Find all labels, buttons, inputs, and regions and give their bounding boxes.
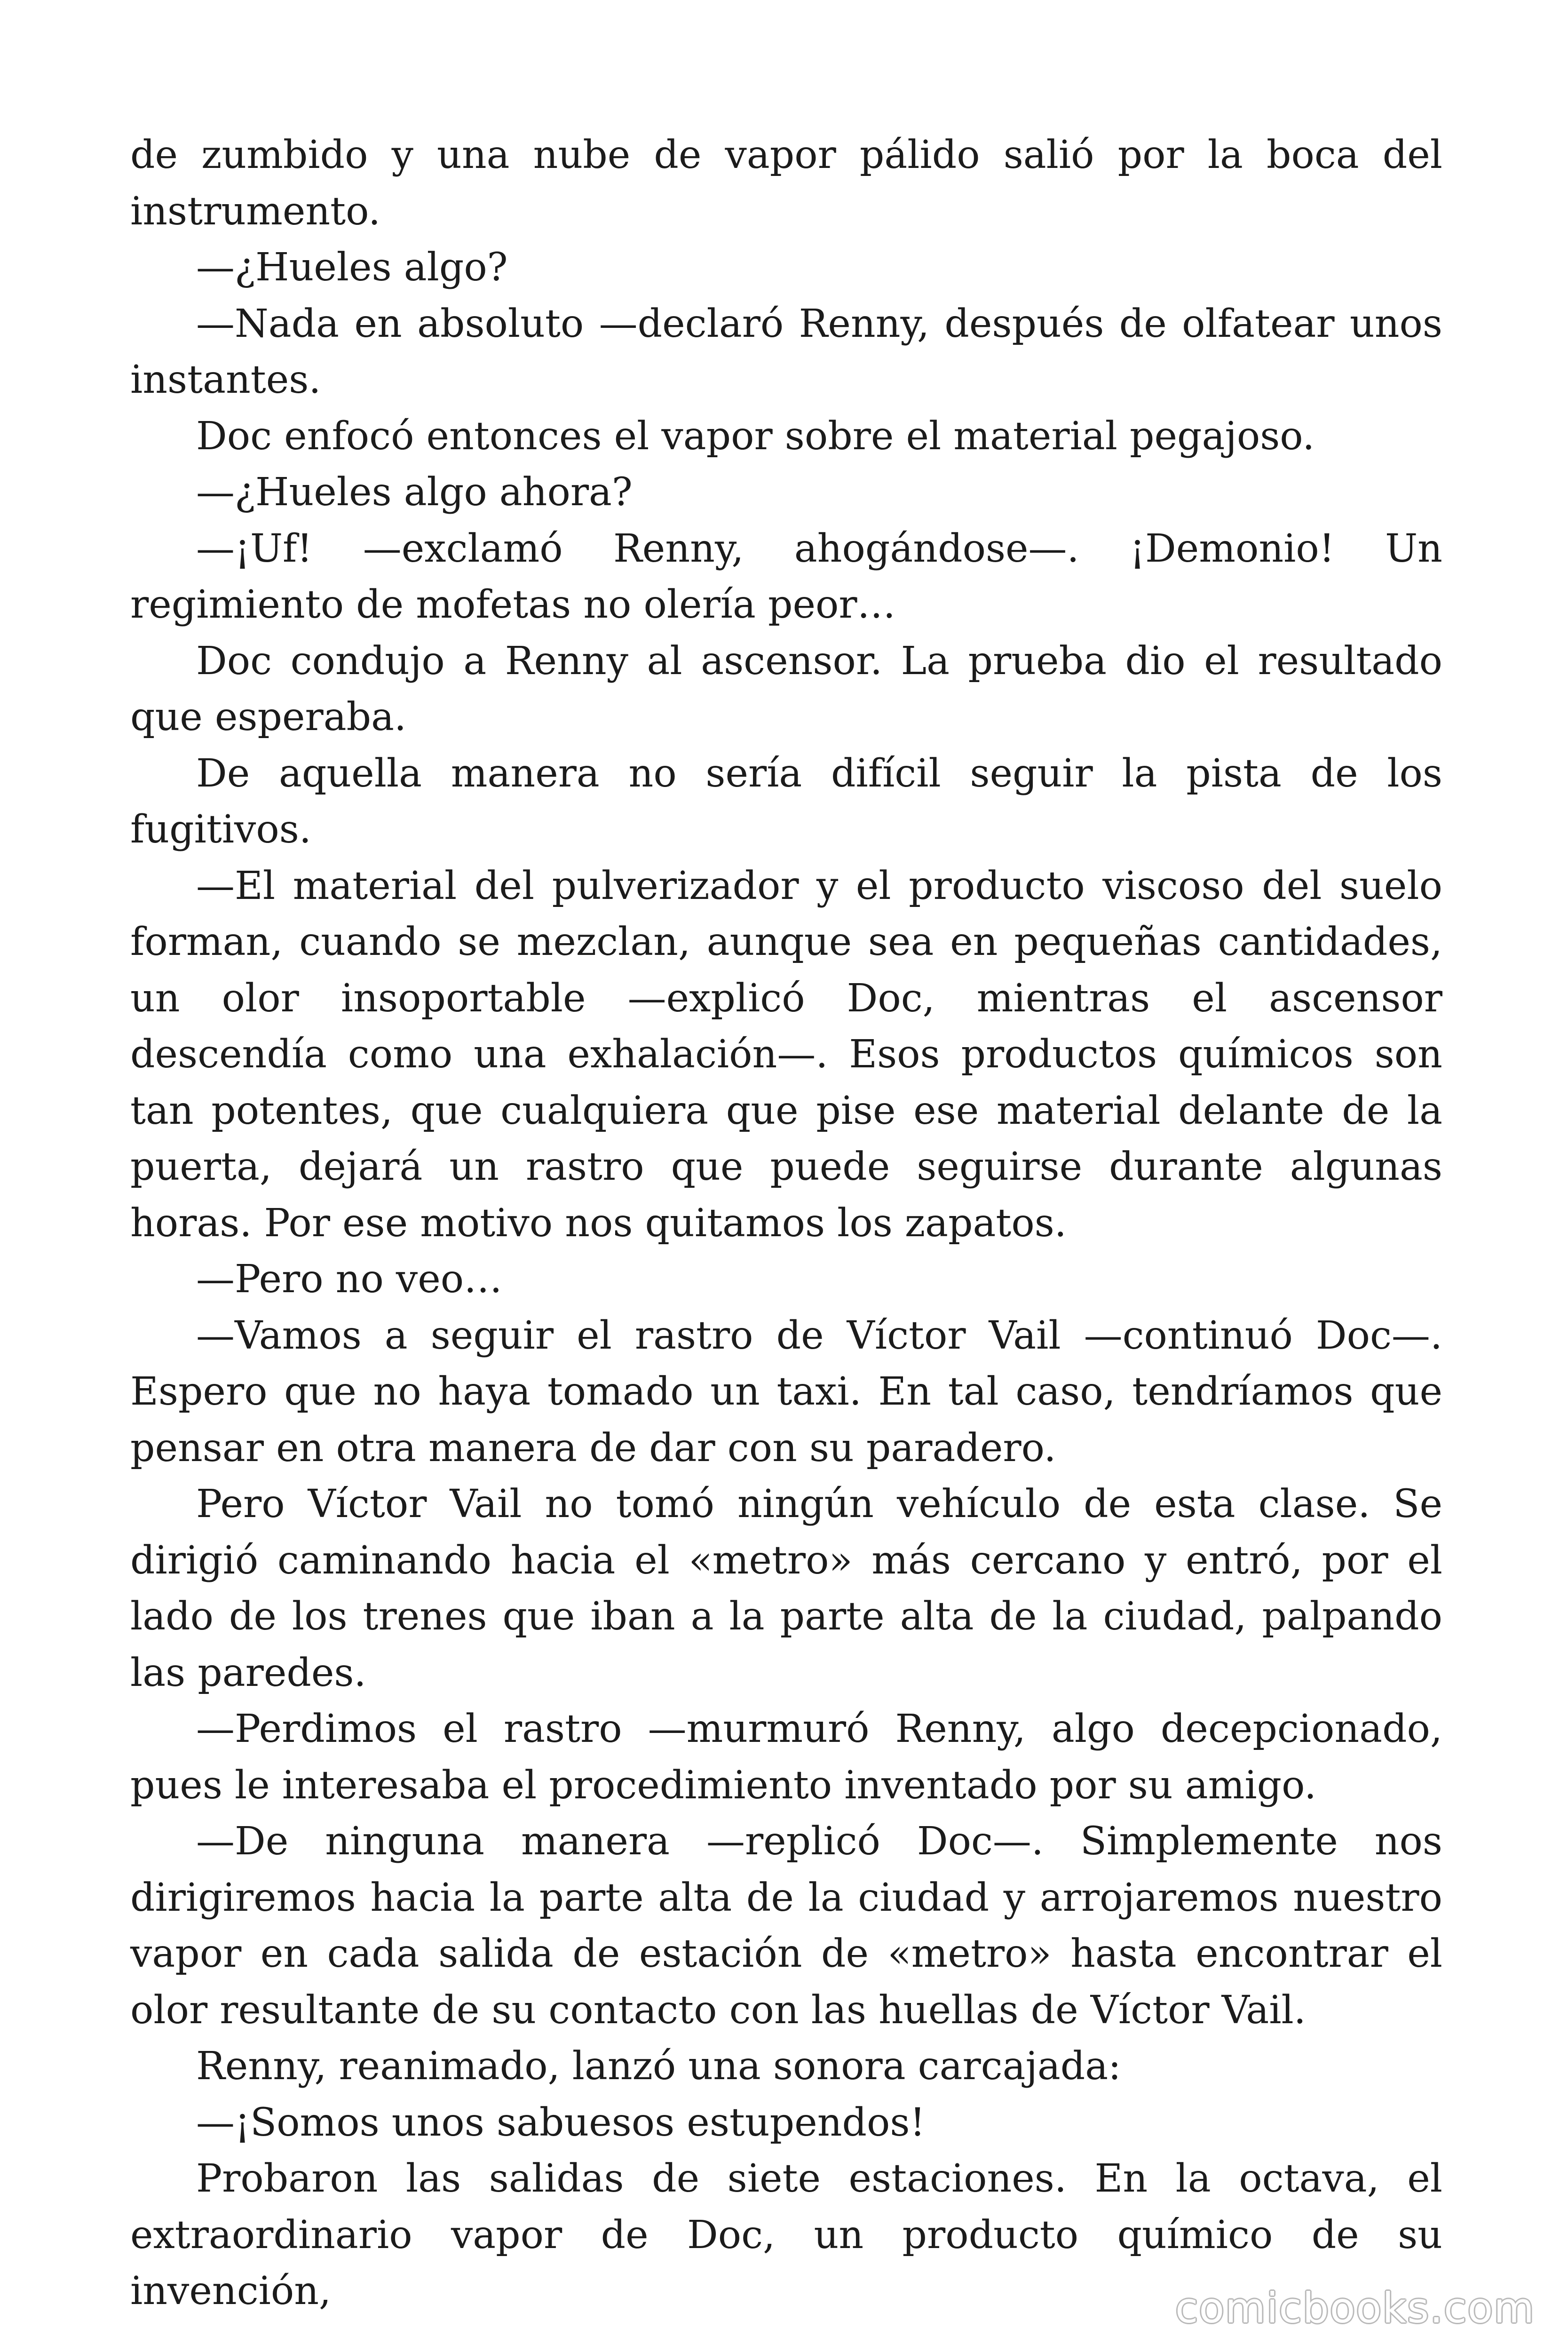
paragraph: De aquella manera no sería difícil seguir la pista de los fugitivos.: [130, 751, 1442, 852]
paragraph: —Pero no veo…: [196, 1257, 503, 1302]
paragraph: Renny, reanimado, lanzó una sonora carcajada:: [196, 2044, 1121, 2089]
paragraph: —¡Uf! —exclamó Renny, ahogándose—. ¡Demonio! Un regimiento de mofetas no olería peor…: [130, 526, 1442, 627]
paragraph: Doc enfocó entonces el vapor sobre el material pegajoso.: [196, 413, 1315, 459]
paragraph: —¿Hueles algo?: [196, 245, 508, 290]
paragraph: Probaron las salidas de siete estaciones. En la octava, el extraordinario vapor de Doc, un producto químico de su invención,: [130, 2156, 1442, 2313]
paragraph: —¡Somos unos sabuesos estupendos!: [196, 2100, 926, 2145]
paragraph: de zumbido y una nube de vapor pálido salió por la boca del instrumento.: [130, 133, 1442, 234]
paragraph: —El material del pulverizador y el producto viscoso del suelo forman, cuando se mezclan, aunque sea en pequeñas cantidades, un olor insoportable —explicó Doc, mientras el ascensor descendía como una exhalación—. Esos productos químicos son tan potentes, que cualquiera que pise ese material delante de la puerta, dejará un rastro que puede seguirse durante algunas horas. Por ese motivo nos quitamos los zapatos.: [130, 863, 1442, 1246]
paragraph: Doc condujo a Renny al ascensor. La prueba dio el resultado que esperaba.: [130, 638, 1442, 739]
paragraph: Pero Víctor Vail no tomó ningún vehículo de esta clase. Se dirigió caminando hacia el «metro» más cercano y entró, por el lado de los trenes que iban a la parte alta de la ciudad, palpando las paredes.: [130, 1482, 1442, 1695]
paragraph: —Vamos a seguir el rastro de Víctor Vail —continuó Doc—. Espero que no haya tomado un taxi. En tal caso, tendríamos que pensar en otra manera de dar con su paradero.: [130, 1313, 1442, 1470]
paragraph: —Perdimos el rastro —murmuró Renny, algo decepcionado, pues le interesaba el procedimiento inventado por su amigo.: [130, 1707, 1442, 1808]
watermark: comicbooks.com: [1175, 2284, 1535, 2332]
paragraph: —Nada en absoluto —declaró Renny, después de olfatear unos instantes.: [130, 301, 1442, 402]
book-page-text: [130, 127, 1442, 2320]
paragraph: —De ninguna manera —replicó Doc—. Simplemente nos dirigiremos hacia la parte alta de la ciudad y arrojaremos nuestro vapor en cada salida de estación de «metro» hasta encontrar el olor resultante de su contacto con las huellas de Víctor Vail.: [130, 1819, 1442, 2033]
paragraph: —¿Hueles algo ahora?: [196, 470, 633, 515]
